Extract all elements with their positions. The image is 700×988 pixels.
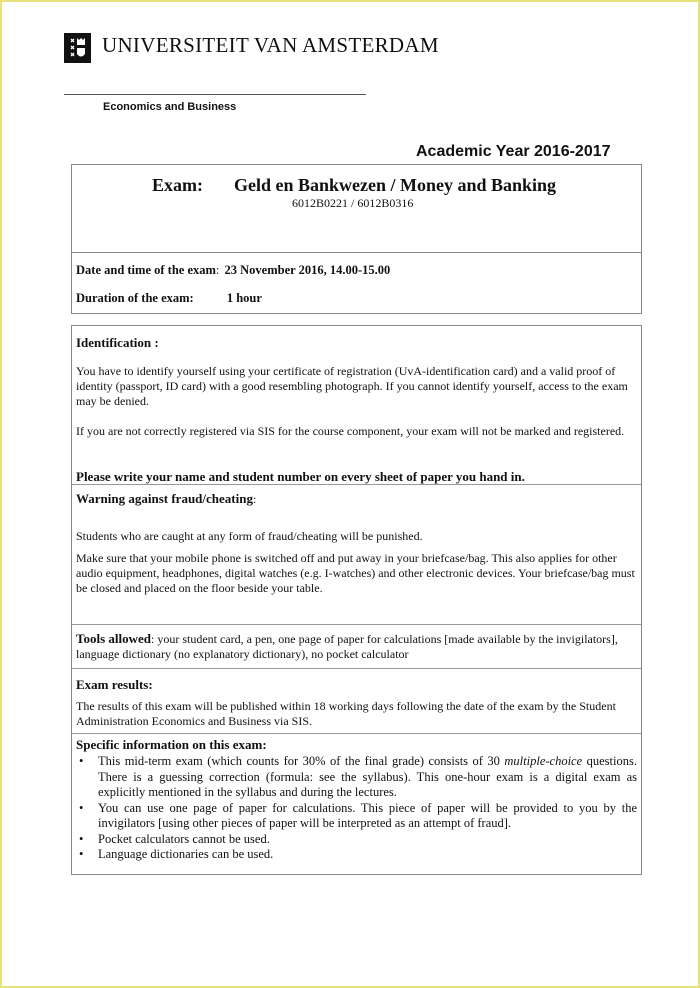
bullet-icon: • xyxy=(79,800,84,815)
exam-rules-box xyxy=(71,325,642,875)
exam-title xyxy=(152,175,556,196)
exam-date-label: Date and time of the exam xyxy=(76,263,216,277)
list-item: • You can use one page of paper for calculations. This piece of paper will be provided to you by the invigilators [using other pieces of paper will be interpreted as an attempt of fraud]. xyxy=(79,800,637,830)
bullet-icon: • xyxy=(79,754,84,768)
divider xyxy=(72,624,641,625)
tools-heading: Tools allowed xyxy=(76,631,152,646)
specific-list-container xyxy=(76,754,637,863)
exam-duration-label: Duration of the exam: xyxy=(76,291,194,305)
fraud-paragraph-1: Students who are caught at any form of fraud/cheating will be punished. xyxy=(76,529,423,543)
tools-allowed-text xyxy=(76,631,637,662)
exam-date-row: Date and time of the exam: 23 November 2016, 14.00-15.00 xyxy=(76,263,391,277)
exam-date-value: 23 November 2016, 14.00-15.00 xyxy=(224,263,391,277)
specific-info-list xyxy=(76,754,637,863)
header-divider xyxy=(64,94,366,95)
exam-duration-value: 1 hour xyxy=(226,291,262,305)
divider xyxy=(72,733,641,734)
academic-year: Academic Year 2016-2017 xyxy=(416,143,611,160)
fraud-paragraph-2: Make sure that your mobile phone is switched off and put away in your briefcase/bag. This also applies for other audio equipment, headphones, digital watches (e.g. I-watches) and other electronic devices. Your briefcase/bag must be closed and placed on the floor beside your table. xyxy=(76,551,635,595)
faculty-name: Economics and Business xyxy=(103,101,237,113)
university-logo xyxy=(64,33,91,63)
list-item: • This mid-term exam (which counts for 30% of the final grade) consists of 30 multiple-choice questions. There is a guessing correction (formula: see the syllabus). This one-hour exam is a digital exam as explicitly mentioned in the syllabus and during the lectures. xyxy=(79,754,637,799)
list-item: • Language dictionaries can be used. xyxy=(79,847,274,861)
exam-label: Exam: xyxy=(152,175,203,195)
list-item: • Pocket calculators cannot be used. xyxy=(79,831,270,846)
exam-course-codes: 6012B0221 / 6012B0316 xyxy=(292,196,414,210)
results-text: The results of this exam will be published within 18 working days following the date of the exam by the Student Administration Economics and Business via SIS. xyxy=(76,699,616,728)
divider xyxy=(72,484,641,485)
divider xyxy=(72,252,641,253)
university-name: UNIVERSITEIT VAN AMSTERDAM xyxy=(102,33,439,57)
tools-list: : your student card, a pen, one page of paper for calculations [made available by the invigilators], language dictionary (no explanatory dictionary), no pocket calculator xyxy=(76,632,618,661)
specific-heading: Specific information on this exam: xyxy=(76,737,267,752)
identification-paragraph-1: You have to identify yourself using your certificate of registration (UvA-identification card) and a valid proof of identity (passport, ID card) with a good resembling photograph. If you cannot identify yourself, access to the exam may be denied. xyxy=(76,364,628,408)
results-heading: Exam results: xyxy=(76,677,153,692)
bullet-icon: • xyxy=(79,847,84,861)
fraud-heading: Warning against fraud/cheating xyxy=(76,491,253,506)
exam-duration-row xyxy=(76,291,262,306)
exam-course-title: Geld en Bankwezen / Money and Banking xyxy=(234,175,557,195)
exam-info-box xyxy=(71,164,642,314)
identification-paragraph-2: If you are not correctly registered via SIS for the course component, your exam will not be marked and registered. xyxy=(76,424,625,438)
divider xyxy=(72,668,641,669)
bullet-icon: • xyxy=(79,831,84,846)
identification-heading: Identification : xyxy=(76,335,159,350)
fraud-heading-row: Warning against fraud/cheating: xyxy=(76,491,257,506)
name-number-notice: Please write your name and student number on every sheet of paper you hand in. xyxy=(76,469,525,484)
